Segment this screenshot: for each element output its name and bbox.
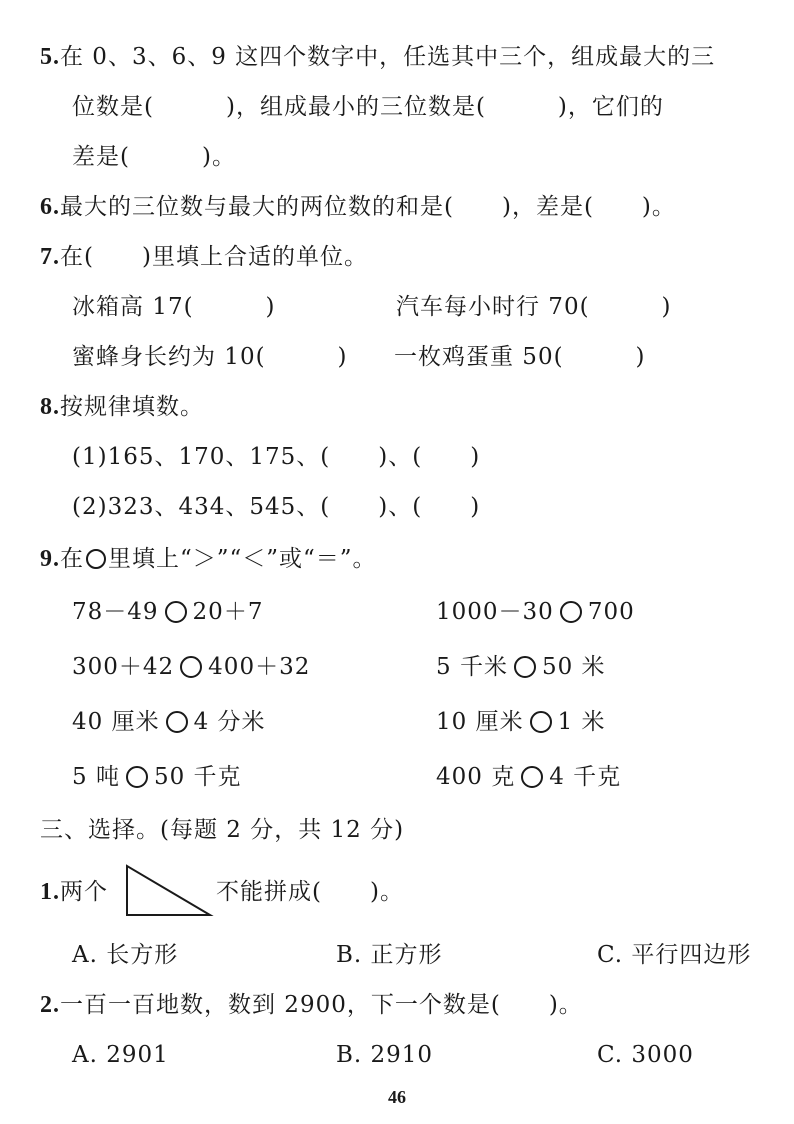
c1-post: 不能拼成( )。 — [216, 879, 404, 905]
q9-pair-right: 400＋32 — [208, 654, 311, 680]
q9-pair-1 — [72, 597, 263, 627]
q9-number: 9. — [40, 546, 60, 572]
q7-item-2: 汽车每小时行 70( ) — [396, 294, 672, 320]
q5-number: 5. — [40, 44, 60, 70]
q9-pair-2 — [436, 597, 635, 627]
q8-item-2: (2)323、434、545、( )、( ) — [72, 494, 481, 520]
q9-post: 里填上“＞”“＜”或“＝”。 — [108, 546, 377, 572]
compare-circle[interactable] — [530, 711, 552, 733]
q9-pair-6 — [436, 707, 606, 737]
q9-line — [40, 544, 377, 574]
q9-pair-5 — [72, 707, 266, 737]
q8-number: 8. — [40, 394, 60, 420]
compare-circle[interactable] — [126, 766, 148, 788]
q5-line3: 差是( )。 — [72, 144, 236, 170]
q8-text: 按规律填数。 — [60, 394, 204, 420]
compare-circle-icon — [86, 549, 106, 569]
c1-number: 1. — [40, 879, 60, 905]
compare-circle[interactable] — [166, 711, 188, 733]
compare-circle[interactable] — [180, 656, 202, 678]
q5-text-1: 在 0、3、6、9 这四个数字中，任选其中三个，组成最大的三 — [60, 44, 716, 70]
q7-number: 7. — [40, 244, 60, 270]
q9-pair-right: 4 千克 — [549, 764, 622, 790]
q5-line2: 位数是( )，组成最小的三位数是( )，它们的 — [72, 94, 664, 120]
q9-pair-left: 78－49 — [72, 599, 159, 625]
q9-pair-right: 20＋7 — [192, 599, 264, 625]
compare-circle[interactable] — [560, 601, 582, 623]
compare-circle[interactable] — [165, 601, 187, 623]
q8-item-1: (1)165、170、175、( )、( ) — [72, 444, 481, 470]
page-number: 46 — [388, 1087, 406, 1107]
q7-item-4: 一枚鸡蛋重 50( ) — [394, 344, 646, 370]
q9-pair-4 — [436, 652, 606, 682]
q9-pair-right: 1 米 — [557, 709, 606, 735]
q9-pair-left: 5 吨 — [72, 764, 120, 790]
c2-option-c[interactable]: C. 3000 — [597, 1042, 694, 1068]
q9-pair-left: 400 克 — [436, 764, 516, 790]
q9-pair-left: 10 厘米 — [436, 709, 524, 735]
q8-line — [40, 392, 204, 422]
q9-pair-right: 700 — [587, 599, 635, 625]
q7-item-1: 冰箱高 17( ) — [72, 294, 276, 320]
q9-pair-left: 1000－30 — [436, 599, 554, 625]
q7-line — [40, 242, 368, 272]
q9-pair-right: 4 分米 — [193, 709, 266, 735]
c1-option-a[interactable]: A. 长方形 — [72, 942, 179, 968]
q9-pair-7 — [72, 762, 242, 792]
q9-pair-right: 50 米 — [541, 654, 606, 680]
c1-pre: 两个 — [60, 879, 108, 905]
q9-pre: 在 — [60, 546, 84, 572]
c2-line — [40, 990, 583, 1020]
q5-line1 — [40, 42, 715, 72]
q7-item-3: 蜜蜂身长约为 10( ) — [72, 344, 348, 370]
c1-option-b[interactable]: B. 正方形 — [336, 942, 443, 968]
q9-pair-3 — [72, 652, 310, 682]
q6-number: 6. — [40, 194, 60, 220]
q9-pair-left: 5 千米 — [436, 654, 508, 680]
c2-text: 一百一百地数，数到 2900，下一个数是( )。 — [60, 992, 583, 1018]
q9-pair-right: 50 千克 — [153, 764, 242, 790]
c2-option-b[interactable]: B. 2910 — [336, 1042, 434, 1068]
q6-line — [40, 192, 676, 222]
section-3-title: 三、选择。(每题 2 分，共 12 分) — [40, 817, 405, 843]
q9-pair-8 — [436, 762, 621, 792]
c2-option-a[interactable]: A. 2901 — [72, 1042, 169, 1068]
c2-number: 2. — [40, 992, 60, 1018]
c1-option-c[interactable]: C. 平行四边形 — [597, 942, 752, 968]
q9-pair-left: 300＋42 — [72, 654, 175, 680]
compare-circle[interactable] — [521, 766, 543, 788]
c1-line — [40, 877, 108, 907]
q6-text: 最大的三位数与最大的两位数的和是( )，差是( )。 — [60, 194, 676, 220]
q7-text: 在( )里填上合适的单位。 — [60, 244, 368, 270]
right-triangle-icon — [124, 863, 214, 919]
compare-circle[interactable] — [514, 656, 536, 678]
q9-pair-left: 40 厘米 — [72, 709, 160, 735]
